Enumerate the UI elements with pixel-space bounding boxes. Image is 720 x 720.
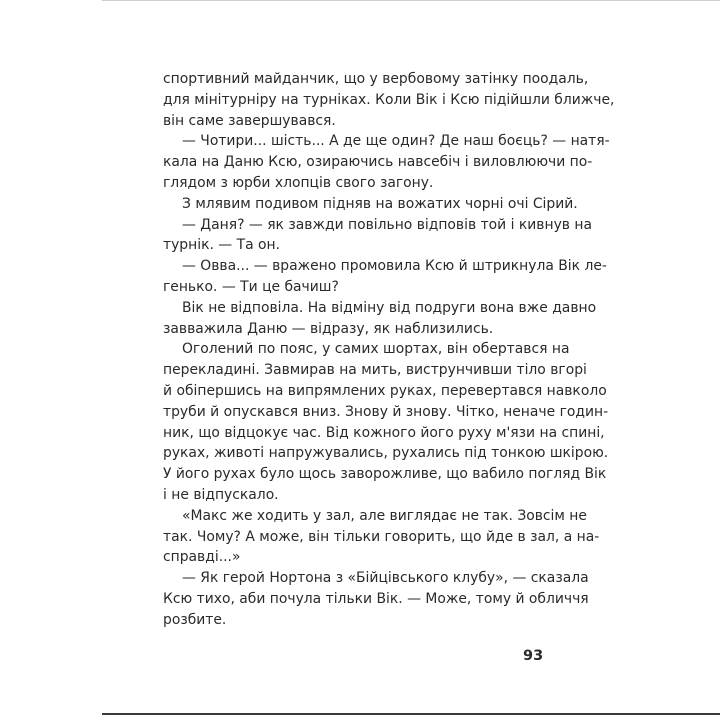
page-number: 93 [523,648,544,664]
text-line: для мінітурніру на турніках. Коли Вік і Ксю підійшли ближче, [163,91,615,108]
text-line: — Як герой Нортона з «Бійцівського клубу», — сказала [182,570,589,587]
text-line: Оголений по пояс, у самих шортах, він обертався на [182,341,570,358]
text-line: Вік не відповіла. На відміну від подруги вона вже давно [182,299,597,316]
text-line: розбите. [163,611,227,628]
text-line: турнік. — Та он. [163,237,281,254]
text-line: У його рухах було щось заворожливе, що вабило погляд Вік [163,466,607,483]
text-line: він саме завершувався. [163,112,336,129]
page-bottom-edge [102,713,720,715]
text-line: — Чотири... шість... А де ще один? Де наш боєць? — натя- [182,133,610,150]
text-line: і не відпускало. [163,486,279,503]
text-line: труби й опускався вниз. Знову й знову. Чітко, неначе годин- [163,403,609,420]
text-line: й обіпершись на випрямлених руках, перевертався навколо [163,382,607,399]
text-line: З млявим подивом підняв на вожатих чорні очі Сірий. [182,195,578,212]
text-line: — Даня? — як завжди повільно відповів той і кивнув на [182,216,592,233]
text-line: генько. — Ти це бачиш? [163,278,339,295]
text-line: — Овва... — вражено промовила Ксю й штрикнула Вік ле- [182,258,607,275]
text-line: справді...» [163,549,241,566]
text-line: спортивний майданчик, що у вербовому затінку поодаль, [163,71,589,87]
text-line: так. Чому? А може, він тільки говорить, що йде в зал, а на- [163,528,600,545]
text-line: руках, животі напружувались, рухались під тонкою шкірою. [163,445,609,462]
text-line: глядом з юрби хлопців свого загону. [163,174,434,191]
body-text [163,69,615,631]
text-line: ник, що відцокує час. Від кожного його руху м'язи на спині, [163,424,605,441]
text-line: перекладині. Завмирав на мить, виструнчивши тіло вгорі [163,362,587,379]
text-line: завважила Даню — відразу, як наблизились. [163,320,494,337]
text-line: кала на Даню Ксю, озираючись навсебіч і виловлюючи по- [163,154,593,171]
text-line: Ксю тихо, аби почула тільки Вік. — Може, тому й обличчя [163,590,589,607]
text-line: «Макс же ходить у зал, але виглядає не так. Зовсім не [182,507,587,524]
page-top-edge [102,0,720,1]
